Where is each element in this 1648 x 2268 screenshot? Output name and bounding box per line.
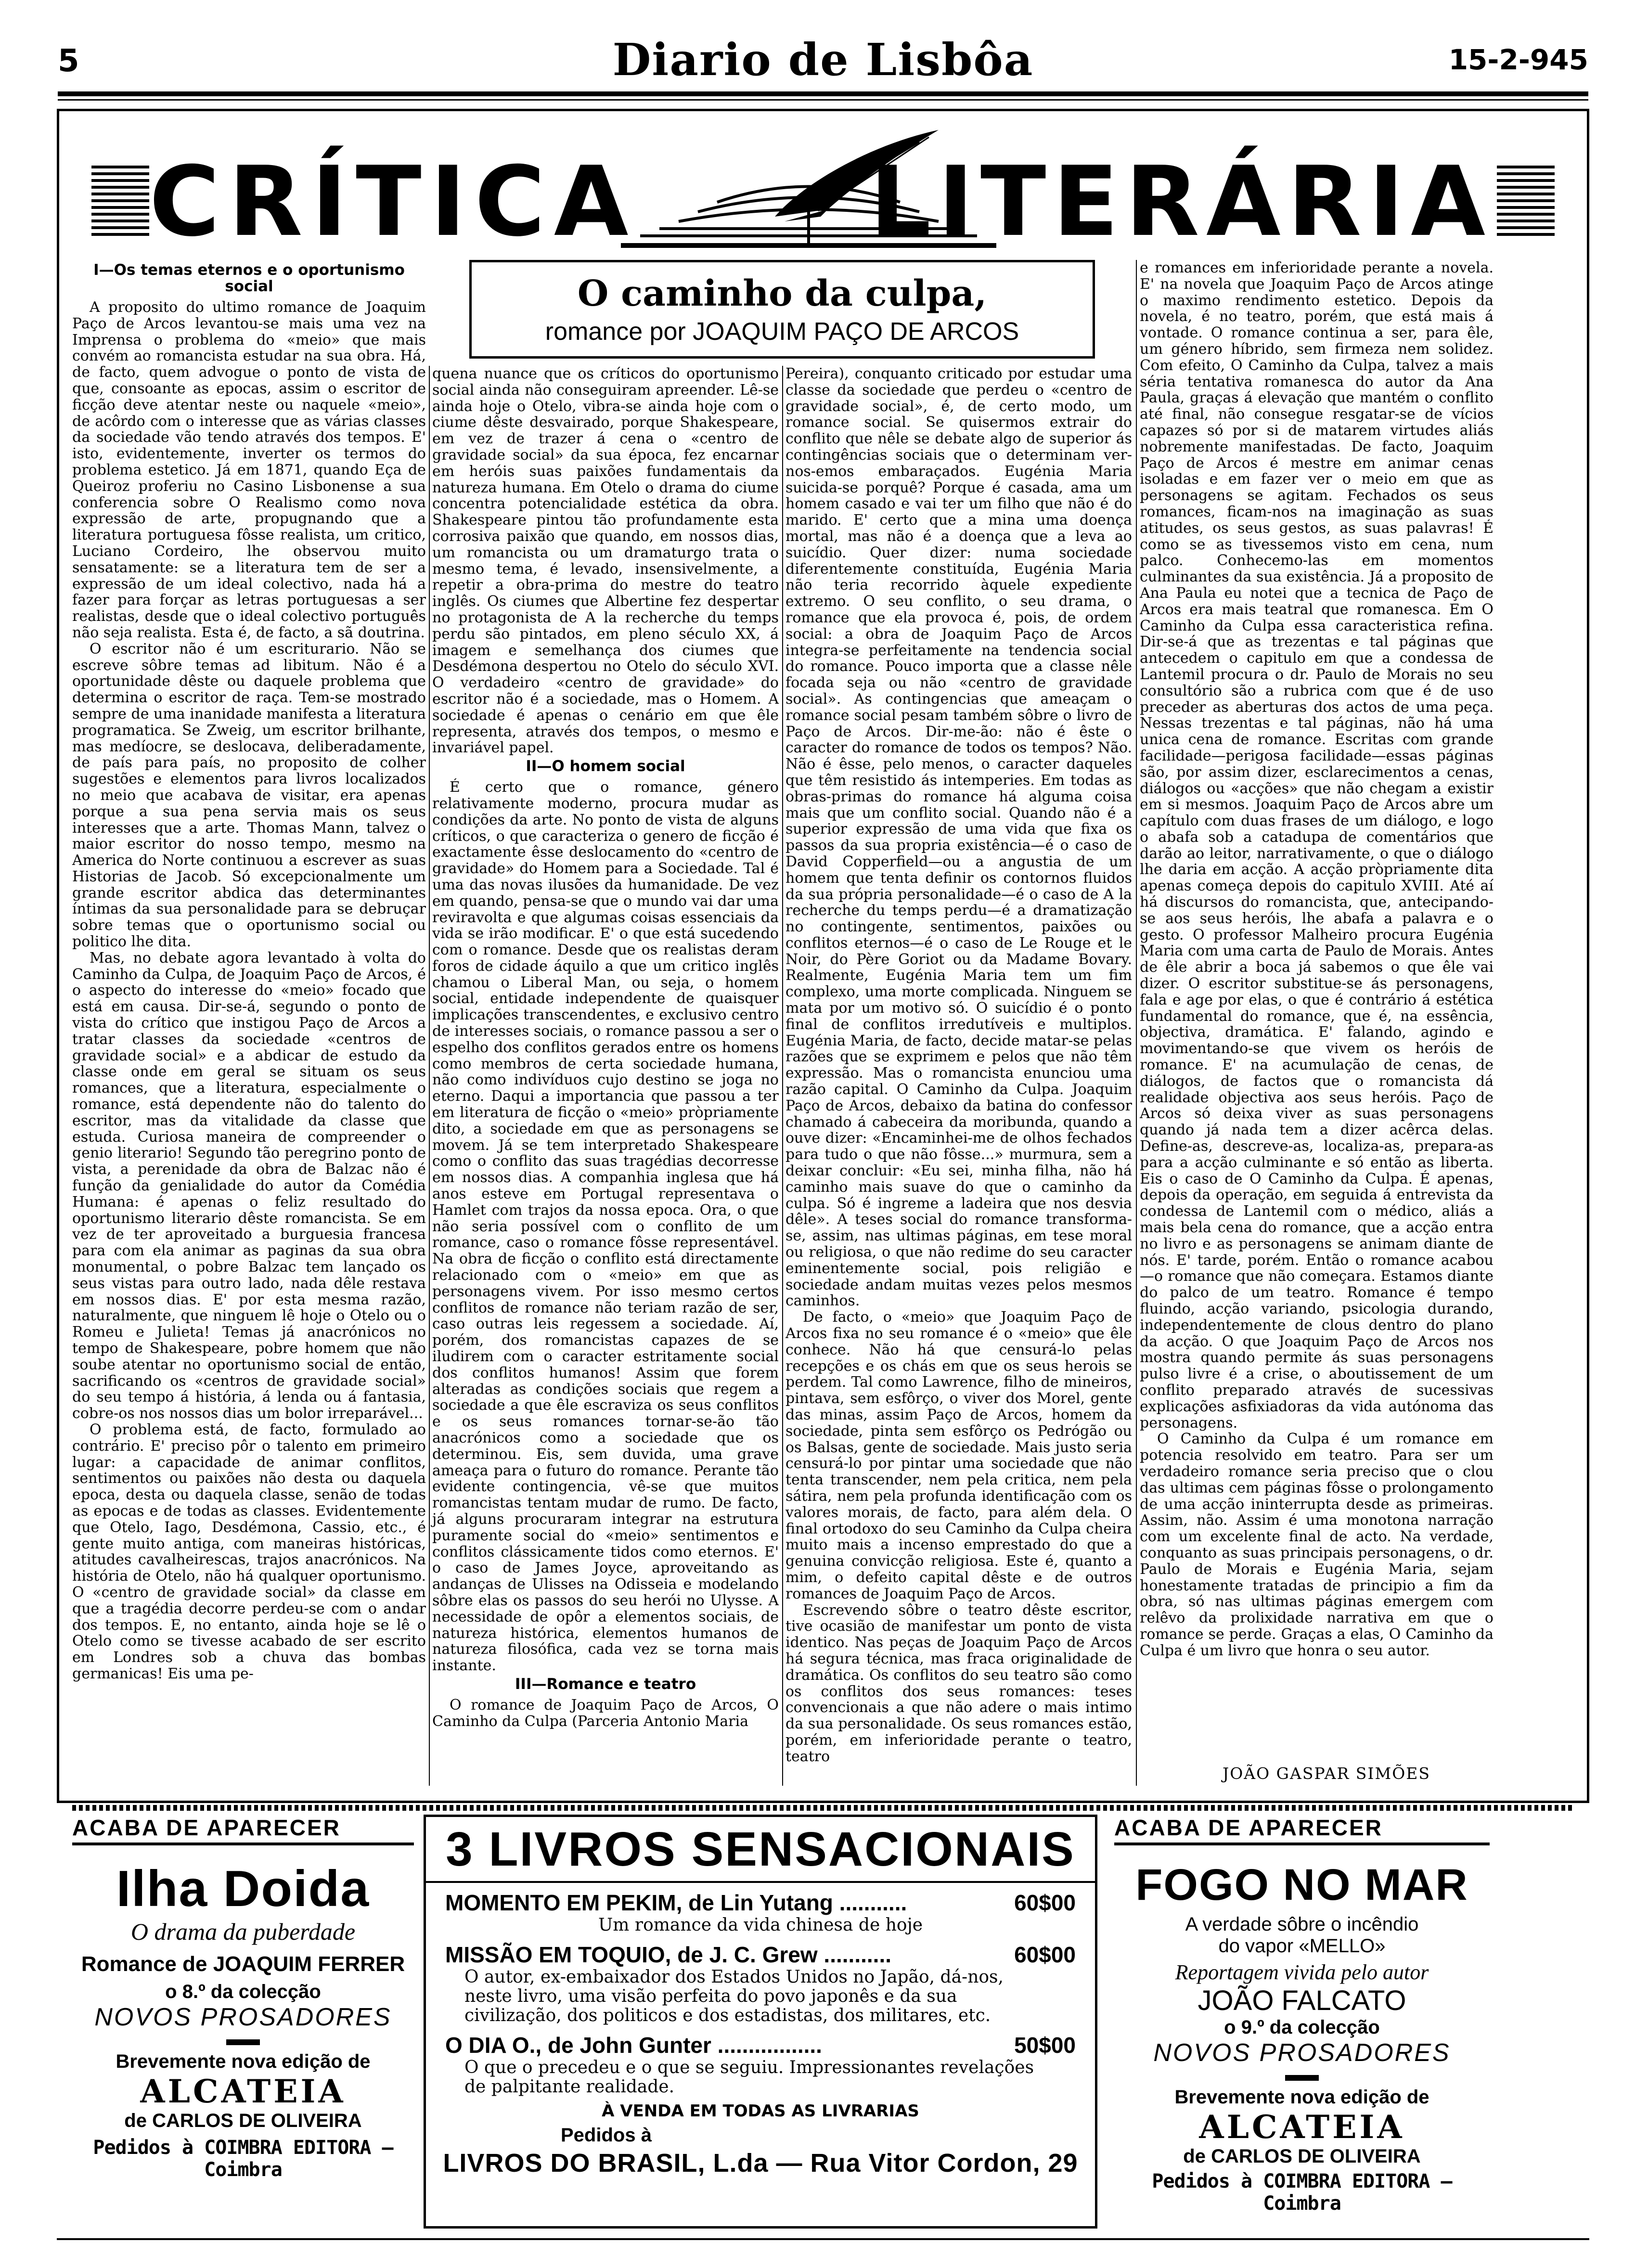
ad-second-book: ALCATEIA [1199,2108,1405,2146]
ad-orders: Pedidos à COIMBRA EDITORA — Coimbra [93,2137,393,2181]
article-byline: romance por JOAQUIM PAÇO DE ARCOS [545,318,1019,346]
paragraph: Pereira), conquanto criticado por estudar uma classe da sociedade que perdeu o «centro de gravidade social», é, de certo modo, um romance social. Se quisermos extrair do conflito que nêle se debate algo de superior ás contingências sociais que o determinam ver-nos-emos embaraçados. Eugénia Maria suicida-se porquê? Porque é casada, ama um homem casado e vai ter um filho que não é do marido. E' certo que a mina uma doença mortal, mas não é a doença que a leva ao suicídio. Quer dizer: numa sociedade diferentemente constituída, Eugénia Maria não teria recorrido àquele expediente extremo. O seu conflito, o seu drama, o romance que ela provoca é, pois, de ordem social: a obra de Joaquim Paço de Arcos integra-se perfeitamente na tendencia social do romance. Pouco importa que a classe nêle focada seja ou não «centro de gravidade social». As contingencias que ameaçam o romance social pesam também sôbre o livro de Paço de Arcos. Dir-me-ão: não é êste o caracter do romance de todos os tempos? Não. Não é êsse, pelo menos, o caracter daqueles que têm resistido ás intemperies. Em todas as obras-primas do romance há alguma coisa mais que um conflito social. Quando não é a superior expressão de uma vida que fixa os passos da sua propria existência—é o caso de David Copperfield—ou a angustia de um homem que tenta definir os contornos fluidos da sua própria personalidade—é o caso de A la recherche du temps perdu—é a dramatização no contingente, sentimentos, paixões ou conflitos eternos—é o caso de Le Rouge et le Noir, do Père Goriot ou da Madame Bovary. Realmente, Eugénia Maria tem um fim complexo, uma morte complicada. Ninguem se mata por um motivo só. O suicídio é o ponto final de conflitos irredutíveis e multiplos. Eugénia Maria, de facto, decide matar-se pelas razões que se exprimem e pelos que não têm expressão. Mas o romancista enunciou uma razão capital. O Caminho da Culpa. Joaquim Paço de Arcos, debaixo da batina do confessor chamado á cabeceira da moribunda, quando a ouve dizer: «Encaminhei-me de olhos fechados para tudo o que não fôsse...» murmura, sem a deixar concluir: «Eu sei, minha filha, não há caminho mais suave do que o caminho da culpa. Só é ingreme a ladeira que nos desvia dêle». A teses social do romance transforma-se, assim, nas ultimas páginas, em tese moral ou religiosa, o que não redime do seu caracter eminentemente social, pois religião e sociedade andam muitas vezes pelos mesmos caminhos. [785,365,1132,1310]
book-title: MISSÃO EM TOQUIO [445,1942,665,1967]
paragraph: O escritor não é um escriturario. Não se escreve sôbre temas ad libitum. Não é a oportunidade dêste ou daquele problema que determina o escritor de raça. Tem-se mostrado sempre de uma inanidade manifesta a literatura programatica. Se Zweig, um escritor brilhante, mas medíocre, se deslocava, deliberadamente, de país para país, no proposito de colher sugestões e elementos para livros localizados no meio que acabava de visitar, era apenas porque a sua pena servia mais os seus interesses que a arte. Thomas Mann, talvez o maior escritor do nosso tempo, mesmo na America do Norte continuou a escrever as suas Historias de Jacob. Só excepcionalmente um grande escritor abdica das determinantes íntimas da sua personalidade para se debruçar sobre temas que o oportunismo social ou politico lhe dita. [72,640,426,951]
ad-book-row [426,1890,1095,1916]
ad-headline: 3 LIVROS SENSACIONAIS [426,1822,1095,1883]
paragraph: O problema está, de facto, formulado ao contrário. E' preciso pôr o talento em primeiro lugar: a capacidade de animar conflitos, sentimentos ou paixões não desta ou daquela epoca, desta ou daquela classe, senão de todas as epocas e de todas as classes. Evidentemente que Otelo, Iago, Desdémona, Cassio, etc., é gente muito antiga, com maneiras históricas, atitudes cavalheirescas, trajos anacrónicos. Na história de Otelo, não há qualquer oportunismo. O «centro de gravidade social» da classe em que a tragédia decorre perdeu-se com o andar dos tempos. E, no entanto, ainda hoje se lê o Otelo como se tivesse acabado de ser escrito em Londres sob a chuva das bombas germanicas! Eis uma pe- [72,1421,426,1682]
ad-book-row [426,1942,1095,1968]
book-price: 60$00 [1014,1942,1076,1967]
ad-collection-name: NOVOS PROSADORES [1153,2039,1451,2067]
book-price: 60$00 [1014,1890,1076,1915]
ad-book-desc-1: A verdade sôbre o incêndio [1185,1914,1419,1935]
ad-publisher-address: LIVROS DO BRASIL, L.da — Rua Vitor Cordon, 29 [443,2149,1078,2178]
paragraph: quena nuance que os críticos do oportunismo social ainda não conseguiram apreender. Lê-se ainda hoje o Otelo, vibra-se ainda hoje com o ciume dêste desvairado, porque Shakespeare, em vez de trazer á cena o «centro de gravidade social» da sua época, fez encarnar em heróis suas paixões fundamentais da natureza humana. Em Otelo o drama do ciume concentra potencialidade estética da obra. Shakespeare pintou tão profundamente esta corrosiva paixão que quando, em nossos dias, um romancista ou um dramaturgo trata o mesmo tema, é levado, insensivelmente, a repetir a obra-prima do mestre do teatro inglês. Os ciumes que Albertine fez despertar no protagonista de A la recherche du temps perdu são pintados, em pleno século XX, á imagem e semelhança dos ciumes que Desdémona despertou no Otelo do século XVI. O verdadeiro «centro de gravidade» do escritor não é a sociedade, mas o Homem. A sociedade é apenas o cenário em que êle representa, através dos tempos, o mesmo e invariável papel. [432,365,779,757]
ad-soon: Brevemente nova edição de [116,2051,371,2072]
article-column-1 [72,260,426,1791]
ad-divider-bar [1285,2075,1319,2081]
page-number: 5 [58,43,79,79]
paragraph: O romance de Joaquim Paço de Arcos, O Caminho da Culpa (Parceria Antonio Maria [432,1696,779,1730]
ad-three-books [424,1815,1097,2229]
paragraph: Mas, no debate agora levantado à volta do Caminho da Culpa, de Joaquim Paço de Arcos, é o aspecto do interesse do «meio» focado que está em causa. Dir-se-á, segundo o ponto de vista do crítico que instigou Paço de Arcos a tratar classes da sociedade «centros de gravidade social» e a abdicar de estudo da classe onde em geral se situam os seus romances, que a literatura, especialmente o romance, está dependente não do talento do escritor, mas da vitalidade da classe que estuda. Curiosa maneira de compreender o genio literario! Segundo tão peregrino ponto de vista, a perenidade da obra de Balzac não é função da genialidade do autor da Comédia Humana: é apenas o feliz resultado do oportunismo literario dêste romancista. Se em vez de ter aproveitado a burguesia francesa para com ela animar as paginas da sua obra monumental, o pobre Balzac tem lançado os seus vistas para outro lado, nada dêle restava em nossos dias. E' por esta mesma razão, naturalmente, que ninguem lê hoje o Otelo ou o Romeu e Julieta! Temas já anacrónicos no tempo de Shakespeare, pobre homem que não soube atentar no oportunismo social de então, sacrificando os «centros de gravidade social» do seu tempo á história, á lenda ou á fantasia, cobre-os nos nossos dias um bolor irreparável... [72,949,426,1422]
ad-book-author: Romance de JOAQUIM FERRER [81,1952,405,1976]
book-title: MOMENTO EM PEKIM [445,1890,676,1915]
banner-stripes-left [91,164,149,236]
section-subhead: I—Os temas eternos e o oportunismo social [93,261,405,295]
banner-stripes-right [1497,164,1555,236]
ad-collection-number: o 8.º da colecção [165,1981,321,2002]
article-column-3 [785,366,1132,1791]
ad-second-author: de CARLOS DE OLIVEIRA [1183,2146,1421,2167]
header-rule-thin [58,99,1588,101]
column-rule [1136,260,1137,1786]
ad-availability: À VENDA EM TODAS AS LIVRARIAS [602,2101,919,2121]
book-price: 50$00 [1014,2033,1076,2058]
ad-collection-number: o 9.º da colecção [1224,2017,1380,2038]
dot-leader: ................. [711,2033,822,2058]
ad-book-desc-2: do vapor «MELLO» [1218,1935,1386,1957]
article-column-4 [1140,260,1494,1791]
header-rule [58,91,1588,96]
paragraph: A proposito do ultimo romance de Joaquim Paço de Arcos levantou-se mais uma vez na Imprensa o problema do «meio» que mais convém ao romancista estudar na sua obra. Há, de facto, quem advogue o ponto de vista de que, consoante as epocas, assim o escritor de ficção deve atentar neste ou naquele «meio», de acôrdo com o interesse que as várias classes da sociedade vão tendo através dos tempos. E' isto, evidentemente, inverter os termos do problema estetico. Já em 1871, quando Eça de Queiroz proferiu no Casino Lisbonense a sua conferencia sobre O Realismo como nova expressão de arte, propugnando que a literatura portuguesa fôsse realista, um critico, Luciano Cordeiro, lhe observou muito sensatamente: se a literatura tem de ser a expressão de um ideal colectivo, nada há a fazer para forçar as letras portuguesas a ser realistas, desde que o ideal colectivo português não seja realista. Esta é, de facto, a sã doutrina. [72,299,426,641]
page-header [58,34,1588,87]
paragraph: e romances em inferioridade perante a novela. E' na novela que Joaquim Paço de Arcos atinge o maximo rendimento estetico. Depois da novela, é no teatro, porém, que está mais á vontade. O romance continua a ser, para êle, um género híbrido, sem firmeza nem solidez. Com efeito, O Caminho da Culpa, talvez a mais séria tentativa romanesca do autor da Ana Paula, graças á elevação que mantém o conflito até final, não consegue resgatar-se de vícios capazes só por si de matarem virtudes aliás nobremente manifestadas. De facto, Joaquim Paço de Arcos é mestre em animar cenas isoladas e em fazer ver o meio em que as personagens se agitam. Fechados os seus romances, ficam-nos na imaginação as suas atitudes, os seus gestos, as suas palavras! É como se as tivessemos visto em cena, num palco. Conhecemo-las em momentos culminantes da sua existência. Já a proposito de Ana Paula eu notei que a tecnica de Paço de Arcos era mais teatral que romanesca. Em O Caminho da Culpa essa caracteristica refina. Dir-se-á que as trezentas e tal páginas que antecedem o capitulo em que a condessa de Lantemil procura o dr. Paulo de Morais no seu consultório são a rubrica com que é de uso preceder as aberturas dos actos de uma peça. Nessas trezentas e tal páginas, não há uma unica cena de romance. Escritas com grande facilidade—perigosa facilidade—essas páginas são, por assim dizer, esclarecimentos a cenas, diálogos ou «acções» que não chegam a existir em si mesmos. Joaquim Paço de Arcos abre um capítulo com duas frases de um diálogo, e logo o abafa sob a catadupa de comentários que darão ao leitor, narrativamente, o que o diálogo lhe daria em acção. A acção pròpriamente dita apenas começa depois do capitulo XVIII. Até aí há discursos do romancista, que, antecipando-se aos seus heróis, lhe abafa a palavra e o gesto. O professor Malheiro procura Eugénia Maria com uma carta de Paulo de Morais. Antes de êle abrir a boca já sabemos o que êle vai dizer. O escritor substitue-se ás personagens, fala e age por elas, o que é contrário á estética fundamental do romance, que é, na essência, objectiva, dramática. E' falando, agindo e movimentando-se que vivem os heróis de romance. E' na acumulação de cenas, de diálogos, de factos que o romancista dá realidade objectiva aos seus heróis. Paço de Arcos só deixa viver as suas personagens quando já nada tem a dizer acêrca delas. Define-as, descreve-as, localiza-as, prepara-as para a acção culminante e só então as liberta. Eis o caso de O Caminho da Culpa. É apenas, depois da operação, em seguida á entrevista da condessa de Lantemil com o médico, aliás a mais bela cena do romance, que a acção entra no livro e as personagens se animam diante de nós. E' tarde, porém. Então o romance acabou—o romance que não começara. Estamos diante do palco de um teatro. Romance é tempo fluindo, acção variando, psicologia durando, independentemente de clous dentro do plano da acção. O que Joaquim Paço de Arcos nos mostra quando permite ás suas personagens pulso livre é a crise, o aboutissement de um conflito preparado através de sucessivas explicações asfixiadoras da vida autónoma das personagens. [1140,259,1494,1431]
paragraph: Escrevendo sôbre o teatro dêste escritor, tive ocasião de manifestar um ponto de vista identico. Nas peças de Joaquim Paço de Arcos há segura técnica, mas fraca originalidade de dramática. Os conflitos do seu teatro são como os conflitos dos seus romances: teses convencionais a que não adere o mais intimo da sua personalidade. Os seus romances estão, porém, em inferioridade perante o teatro, teatro [785,1601,1132,1765]
book-description: O autor, ex-embaixador dos Estados Unidos no Japão, dá-nos, neste livro, uma visão perfeita do povo japonês e da sua civilização, dos politicos e dos estadistas, dos militares, etc. [464,1967,1004,2025]
paragraph: É certo que o romance, género relativamente moderno, procura mudar as condições da arte. No ponto de vista de alguns críticos, o que caracteriza o genero de ficção é exactamente êsse deslocamento do «centro de gravidade» do Homem para a Sociedade. Tal é uma das novas ilusões da humanidade. De vez em quando, pensa-se que o mundo vai dar uma reviravolta e que algumas coisas essenciais da vida se irão modificar. E' o que está sucedendo com o romance. Desde que os realistas deram foros de cidade áquilo a que um critico inglês chamou o Liberal Man, ou seja, o homem social, entidade independente de quaisquer implicações transcendentes, e exclusivo centro de interesses sociais, o romance passou a ser o espelho dos conflitos gerados entre os homens como membros de certa sociedade humana, não como indivíduos cujo destino se joga no eterno. Daqui a importancia que passou a ter em literatura de ficção o «meio» pròpriamente dito, a sociedade em que as personagens se movem. Já se tem interpretado Shakespeare como o conflito das suas tragédias decorresse em nossos dias. A companhia inglesa que há anos esteve em Portugal representava o Hamlet com trajos da nossa epoca. Ora, o que não seria possível com o conflito de um romance, caso o romance fôsse representável. Na obra de ficção o conflito está directamente relacionado com o «meio» em que as personagens vivem. Por isso mesmo certos conflitos de romance não teriam razão de ser, caso outras leis regessem a sociedade. Aí, porém, dos romancistas capazes de se iludirem com o caracter estritamente social dos conflitos humanos! Assim que forem alteradas as condições sociais que regem a sociedade a que êle escraviza os seus conflitos e os seus romances tornar-se-ão tão anacrónicos como a sociedade que os determinou. Eis, sem duvida, uma grave ameaça para o futuro do romance. Perante tão evidente contingencia, vê-se que muitos romancistas tentam mudar de rumo. De facto, já alguns procuraram integrar na estrutura puramente social do «meio» sentimentos e conflitos clássicamente tidos como eternos. E' o caso de James Joyce, aproveitando as andanças de Ulisses na Odisseia e modelando sôbre elas os passos do seu herói no Ulysse. A necessidade de opôr a elementos sociais, de natureza histórica, elementos humanos de natureza filosófica, cada vez se torna mais instante. [432,779,779,1675]
banner-word-literaria: LITERÁRIA [870,146,1492,258]
ad-second-author: de CARLOS DE OLIVEIRA [124,2110,362,2131]
article-title-box [469,260,1095,359]
book-author: , de J. C. Grew [665,1942,818,1967]
column-rule [429,366,430,1786]
masthead: Diario de Lisbôa [612,34,1034,86]
article-title: O caminho da culpa, [577,273,987,314]
ad-ilha-doida [72,1815,414,2229]
ad-book-subtitle: Reportagem vivida pelo autor [1175,1960,1429,1984]
book-description: O que o precedeu e o que se seguiu. Impressionantes revelações de palpitante realidade. [464,2058,1034,2097]
section-banner [91,140,1555,258]
ad-second-book: ALCATEIA [140,2073,346,2110]
issue-date: 15-2-945 [1448,43,1588,76]
section-subhead: II—O homem social [526,758,685,775]
paragraph: De facto, o «meio» que Joaquim Paço de Arcos fixa no seu romance é o «meio» que êle conhece. Não há que censurá-lo pelas recepções e os chás em que os seus herois se perdem. Tal como Lawrence, filho de mineiros, pintava, sem esfôrço, o viver dos Morel, gente das minas, assim Paço de Arcos, homem da sociedade, pinta sem esfôrço os Pedrógão ou os Balsas, gente de sociedade. Mais justo seria censurá-lo por pintar uma sociedade que não tenta transcender, nem pela critica, nem pela sátira, nem pela profunda identificação com os valores morais, de facto, para além dela. O final ortodoxo do seu Caminho da Culpa cheira muito mais a incenso emprestado do que a genuina convicção religiosa. Este é, quanto a mim, o defeito capital dêste e de outros romances de Joaquim Paço de Arcos. [785,1309,1132,1602]
ad-book-title: FOGO NO MAR [1135,1860,1468,1909]
banner-word-critica: CRÍTICA [149,146,637,258]
book-description: Um romance da vida chinesa de hoje [598,1915,923,1935]
ad-book-subtitle: O drama da puberdade [130,1918,356,1945]
dashed-separator [72,1805,1574,1811]
ad-kicker: ACABA DE APARECER [72,1815,414,1845]
ad-divider-bar [226,2039,260,2045]
book-author: , de John Gunter [535,2033,711,2058]
book-author: , de Lin Yutang [676,1890,833,1915]
ad-orders-label: Pedidos à [561,2125,652,2146]
ad-book-author: JOÃO FALCATO [1197,1985,1406,2016]
dot-leader: ........... [833,1890,907,1915]
author-signature: JOÃO GASPAR SIMÕES [1223,1764,1430,1783]
column-rule [782,366,783,1786]
footer-rule [57,2238,1589,2240]
ad-orders: Pedidos à COIMBRA EDITORA — Coimbra [1152,2170,1452,2215]
article-column-2 [432,366,779,1791]
ad-soon: Brevemente nova edição de [1174,2087,1429,2108]
ad-fogo-no-mar [1114,1815,1490,2229]
ad-collection-name: NOVOS PROSADORES [94,2003,392,2031]
book-title: O DIA O. [445,2033,536,2058]
ad-book-row [426,2032,1095,2058]
ad-kicker: ACABA DE APARECER [1114,1815,1490,1845]
section-subhead: III—Romance e teatro [515,1675,696,1693]
ad-book-title: Ilha Doida [116,1860,370,1917]
paragraph: O Caminho da Culpa é um romance em potencia resolvido em teatro. Para ser um verdadeiro romance seria preciso que o clou das ultimas cem páginas fôsse o prolongamento de uma acção ininterrupta desde as primeiras. Assim, não. Assim é uma monotona narração com um excelente final de acto. Na verdade, conquanto as suas principais personagens, o dr. Paulo de Morais e Eugénia Maria, sejam honestamente tratadas de principio a fim da obra, só nas ultimas páginas emergem com relêvo da prolixidade narrativa em que o romance se perde. Graças a elas, O Caminho da Culpa é um livro que honra o seu autor. [1140,1430,1494,1659]
dot-leader: ........... [817,1942,892,1967]
